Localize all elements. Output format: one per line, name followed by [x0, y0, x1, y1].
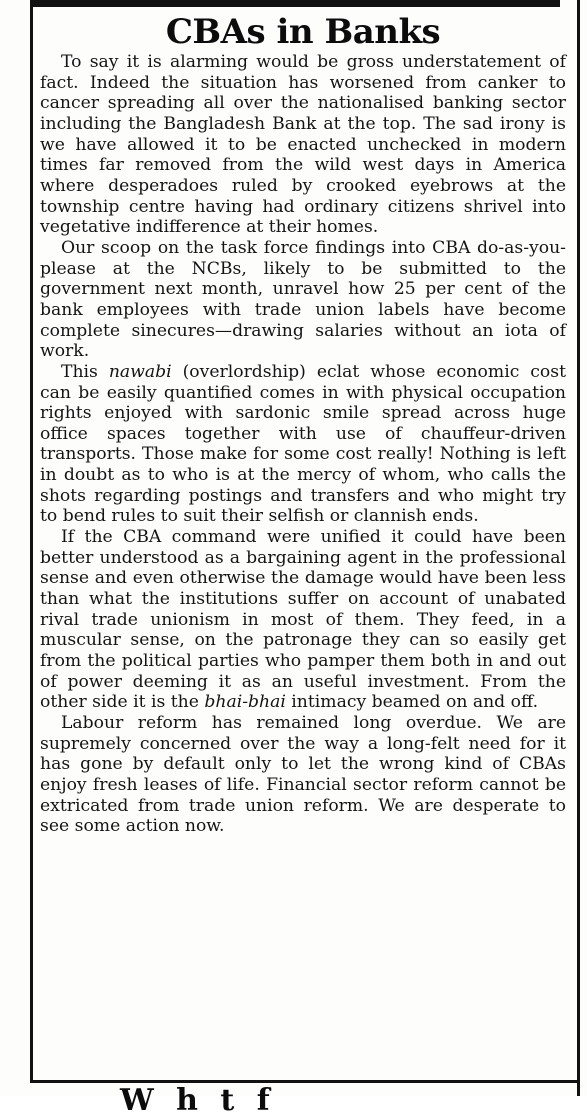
right-column-rule — [577, 0, 580, 1096]
paragraph-text: If the CBA command were unified it could have been better understood as a bargaining agent in the professional sense and even otherwise the damage would have been less than what the institutions suffer on account of unabated rival trade unionism in most of them. They feed, in a muscular sense, on the patronage they can so easily get from the political parties who pamper them both in and out of power deeming it as an useful investment. From the other side it is the — [40, 527, 566, 713]
article-paragraph — [40, 527, 566, 713]
paragraph-text: (overlordship) eclat whose economic cost can be easily quantified comes in with physical occupation rights enjoyed with sardonic smile spread across huge office spaces together with use of chauffeur-driven transports. Those make for some cost really! Nothing is left in doubt as to who is at the mercy of whom, who calls the shots regarding postings and transfers and who might try to bend rules to suit their selfish or clannish ends. — [40, 361, 566, 527]
editorial-article — [40, 12, 566, 837]
bottom-border-rule — [30, 1080, 580, 1083]
top-border-rule — [30, 0, 560, 7]
next-article-headline-fragment: W h t f — [120, 1083, 276, 1118]
article-paragraph — [40, 52, 566, 238]
left-column-rule — [30, 0, 33, 1082]
article-headline: CBAs in Banks — [165, 12, 441, 52]
article-paragraph — [40, 362, 566, 527]
paragraph-text: Labour reform has remained long overdue. We are supremely concerned over the way a long-felt need for it has gone by default only to let the wrong kind of CBAs enjoy fresh leases of life. Financial sector reform cannot be extricated from trade union reform. We are desperate to see some action now. — [40, 713, 566, 837]
paragraph-text: To say it is alarming would be gross understatement of fact. Indeed the situation has worsened from canker to cancer spreading all over the nationalised banking sector including the Bangladesh Bank at the top. The sad irony is we have allowed it to be enacted unchecked in modern times far removed from the wild west days in America where desperadoes ruled by crooked eyebrows at the township centre having had ordinary citizens shrivel into vegetative indifference at their homes. — [40, 52, 566, 238]
article-paragraph — [40, 238, 566, 362]
article-paragraph — [40, 713, 566, 837]
paragraph-text: intimacy beamed on and off. — [285, 692, 539, 713]
paragraph-text: Our scoop on the task force findings into CBA do-as-you-please at the NCBs, likely to be submitted to the government next month, unravel how 25 per cent of the bank employees with trade union labels have become complete sinecures—drawing salaries without an iota of work. — [40, 237, 566, 362]
italic-term: nawabi — [108, 361, 172, 382]
paragraph-text: This — [61, 361, 109, 382]
italic-term: bhai-bhai — [204, 692, 286, 713]
article-body — [40, 52, 566, 837]
